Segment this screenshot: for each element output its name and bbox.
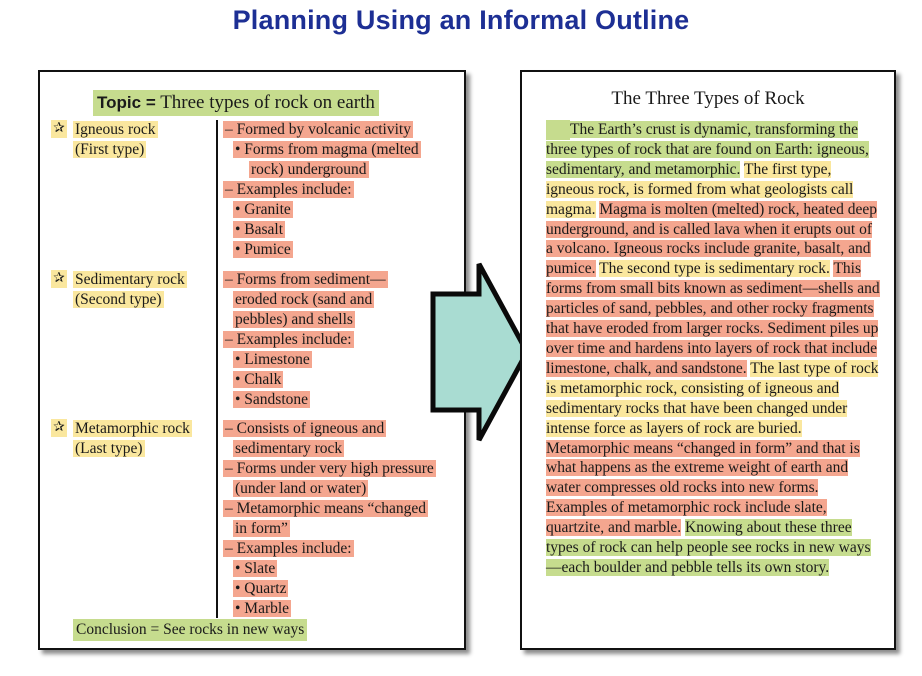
rock-name: Sedimentary rock: [75, 271, 185, 288]
topic-line: [93, 90, 379, 116]
detail-line: sedimentary rock: [235, 440, 343, 457]
detail-line: eroded rock (sand and: [235, 291, 373, 308]
essay-segment: The second type is sedimentary rock.: [599, 260, 830, 278]
paragraph-indent: [546, 120, 570, 140]
detail-line: – Examples include:: [225, 540, 352, 557]
detail-line: in form”: [235, 520, 288, 537]
rock-details: [223, 120, 421, 260]
detail-line: – Forms from sediment—: [225, 271, 386, 288]
rock-details: [223, 419, 436, 619]
rock-type: [73, 120, 158, 160]
rock-order: (Last type): [75, 440, 143, 457]
detail-line: • Forms from magma (melted: [235, 141, 419, 158]
conclusion: Conclusion = See rocks in new ways: [73, 619, 307, 641]
star-icon: ✰: [51, 120, 67, 138]
essay-panel: [520, 70, 896, 650]
detail-line: • Sandstone: [235, 391, 309, 408]
essay-segment: The first type, igneous rock, is formed from what geologists call magma.: [546, 160, 854, 218]
detail-line: – Examples include:: [225, 331, 352, 348]
detail-line: – Formed by volcanic activity: [225, 121, 411, 138]
detail-line: – Examples include:: [225, 181, 352, 198]
detail-line: • Limestone: [235, 351, 310, 368]
detail-line: – Forms under very high pressure: [225, 460, 434, 477]
rock-details: [223, 270, 388, 410]
essay-segment: The Earth’s crust is dynamic, transforming the three types of rock that are found on Earth: igneous, sedimentary, and metamorphic.: [546, 121, 869, 178]
detail-line: rock) underground: [251, 161, 367, 178]
topic-text: Three types of rock on earth: [160, 92, 375, 113]
detail-line: • Basalt: [235, 221, 284, 238]
essay-segment: The last type of rock is metamorphic rock, consisting of igneous and sedimentary rocks that have been changed under intense force as layers of rock are buried.: [546, 359, 879, 437]
outline-divider: [216, 120, 218, 618]
detail-line: • Granite: [235, 201, 291, 218]
essay-paragraph: [546, 120, 882, 578]
rock-type: [73, 270, 187, 310]
right-arrow-icon: [430, 262, 530, 442]
essay-segment: Knowing about these three types of rock can help people see rocks in new ways—each boulder and pebble tells its own story.: [546, 519, 871, 576]
detail-line: – Consists of igneous and: [225, 420, 385, 437]
detail-line: • Pumice: [235, 241, 291, 258]
essay-segment: Metamorphic means “changed in form” and that is what happens as the extreme weight of earth and water compresses old rocks into new forms. Examples of metamorphic rock include slate, quartzite, and marble.: [546, 439, 860, 537]
topic-equals: =: [145, 93, 156, 112]
detail-line: – Metamorphic means “changed: [225, 500, 426, 517]
detail-line: • Chalk: [235, 371, 282, 388]
detail-line: • Slate: [235, 560, 276, 577]
rock-name: Igneous rock: [75, 121, 156, 138]
detail-line: • Marble: [235, 600, 290, 617]
topic-label: Topic: [97, 93, 142, 112]
outline-panel: [38, 70, 466, 650]
star-icon: ✰: [51, 419, 67, 437]
detail-line: pebbles) and shells: [235, 311, 353, 328]
essay-segment: This forms from small bits known as sediment—shells and particles of sand, pebbles, and other rocky fragments that have eroded from larger rocks. Sediment piles up over time and hardens into layers of rock that include limestone, chalk, and sandstone.: [546, 260, 880, 377]
detail-line: • Quartz: [235, 580, 287, 597]
essay-segment: Magma is molten (melted) rock, heated deep underground, and is called lava when it erupts out of a volcano. Igneous rocks include granite, basalt, and pumice.: [546, 200, 877, 278]
star-icon: ✰: [51, 270, 67, 288]
rock-order: (Second type): [75, 291, 162, 308]
essay-title: The Three Types of Rock: [611, 88, 805, 109]
rock-order: (First type): [75, 141, 145, 158]
page-title: Planning Using an Informal Outline: [232, 5, 690, 35]
rock-type: [73, 419, 192, 459]
rock-name: Metamorphic rock: [75, 420, 190, 437]
detail-line: (under land or water): [235, 480, 367, 497]
